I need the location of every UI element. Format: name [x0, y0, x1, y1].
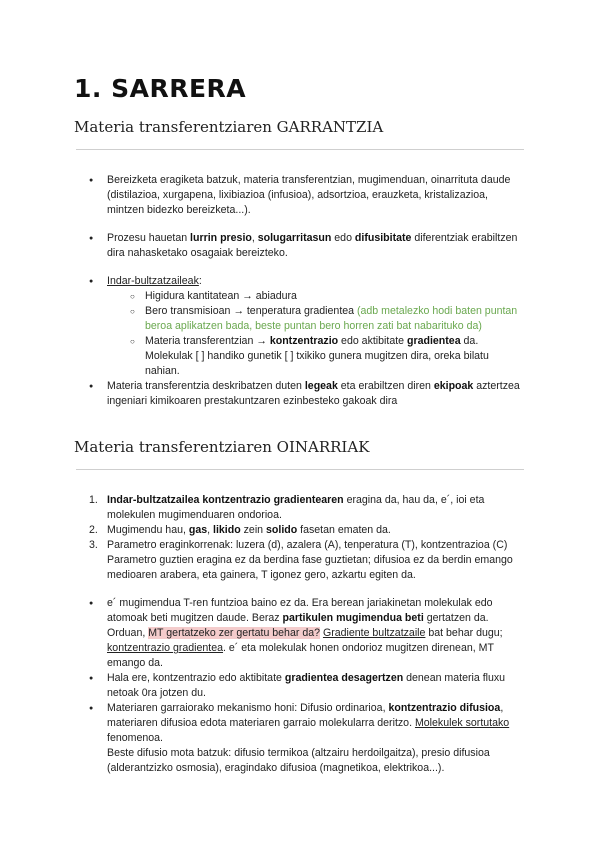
importance-section — [76, 173, 524, 409]
foundations-section — [76, 493, 524, 776]
list-item: ● Prozesu hauetan lurrin presio, solugarritasun edo difusibitate diferentziak erabiltzen dira nahasketako osagaiak bereizteko. — [76, 231, 524, 261]
sub-list-item: ○ Bero transmisioan → tenperatura gradientea (adb metalezko hodi baten puntan beroa aplikatzen bada, beste puntan bero horren zati bat nabarituko da) — [107, 304, 524, 334]
list-item: ● Bereizketa eragiketa batzuk, materia transferentzian, mugimenduan, oinarrituta daude (distilazioa, xurgapena, lixibiazioa (infusioa), adsortzioa, erauzketa, kristalizazioa, mintzen bidezko bereizketa...). — [76, 173, 524, 218]
numbered-item: 3. Parametro eraginkorrenak: luzera (d), azalera (A), tenperatura (T), kontzentrazioa (C) Parametro guztien eragina ez da berdina fase guztietan; difusioa ez da berdin emango medioaren arabera, eta gainera, T igonez gero, azkartu egiten da. — [89, 539, 513, 581]
green-note: (adb metalezko hodi baten puntan beroa aplikatzen bada, beste puntan bero horren zati bat nabarituko da) — [145, 305, 518, 332]
list-item: ● e´ mugimendua T-ren funtzioa baino ez da. Era berean jariakinetan molekulak edo atomoak beti mugitzen daude. Beraz partikulen mugimendua beti gertatzen da. Orduan, MT gertatzeko zer gertatu behar da? Gradiente bultzatzaile bat behar dugu; kontzentrazio gradientea. e´ eta molekulak honen ondorioz mugitzen direnean, MT emango da. — [76, 596, 524, 671]
sub-list-item: ○ Higidura kantitatean → abiadura — [107, 289, 524, 304]
numbered-list — [76, 493, 524, 583]
list-item: ● Materia transferentzia deskribatzen duten legeak eta erabiltzen diren ekipoak aztertzea ingeniari kimikoaren prestakuntzaren ezinbesteko gakoak dira — [76, 379, 524, 409]
list-item-driving-forces: ● Indar-bultzatzaileak: ○ Higidura kantitatean → abiadura ○ Bero transmisioan → tenperatura gradientea (adb metalezko hodi baten puntan beroa aplikatzen bada, beste puntan bero horren zati bat nabarituko da) ○ Materia transferentzian → kontzentrazio edo aktibitate gradientea da. Molekulak [ ] handiko gunetik [ ] txikiko gunera mugitzen dira, oreka bilatu nahian. — [76, 274, 524, 379]
sub-list-item: ○ Materia transferentzian → kontzentrazio edo aktibitate gradientea da. Molekulak [ ] handiko gunetik [ ] txikiko gunera mugitzen dira, oreka bilatu nahian. — [107, 334, 524, 379]
list-item: ● Hala ere, kontzentrazio edo aktibitate gradientea desagertzen denean materia fluxu netoak 0ra jotzen du. — [76, 671, 524, 701]
section-heading-importance: Materia transferentziaren GARRANTZIA — [74, 118, 384, 136]
section-divider — [76, 469, 524, 470]
numbered-item: 1. Indar-bultzatzailea kontzentrazio gradientearen eragina da, hau da, e´, ioi eta molekulen mugimenduaren ondorioa. — [89, 494, 485, 521]
list-item: ● Materiaren garraiorako mekanismo honi: Difusio ordinarioa, kontzentrazio difusioa, materiaren difusioa edota materiaren garraio molekularra deritzo. Molekulek sortutako fenomenoa. Beste difusio mota batzuk: difusio termikoa (altzairu herdoilgaitza), presio difusioa (alderantzizko osmosia), eragindako difusioa (magnetikoa, elektrikoa...). — [76, 701, 524, 776]
highlighted-question: MT gertatzeko zer gertatu behar da? — [148, 627, 320, 639]
section-heading-foundations: Materia transferentziaren OINARRIAK — [74, 438, 370, 456]
page-title: 1. SARRERA — [74, 74, 247, 103]
numbered-item: 2. Mugimendu hau, gas, likido zein solido fasetan ematen da. — [89, 524, 391, 536]
driving-forces-label: Indar-bultzatzaileak — [107, 275, 199, 287]
sub-list — [107, 289, 524, 379]
section-divider — [76, 149, 524, 150]
